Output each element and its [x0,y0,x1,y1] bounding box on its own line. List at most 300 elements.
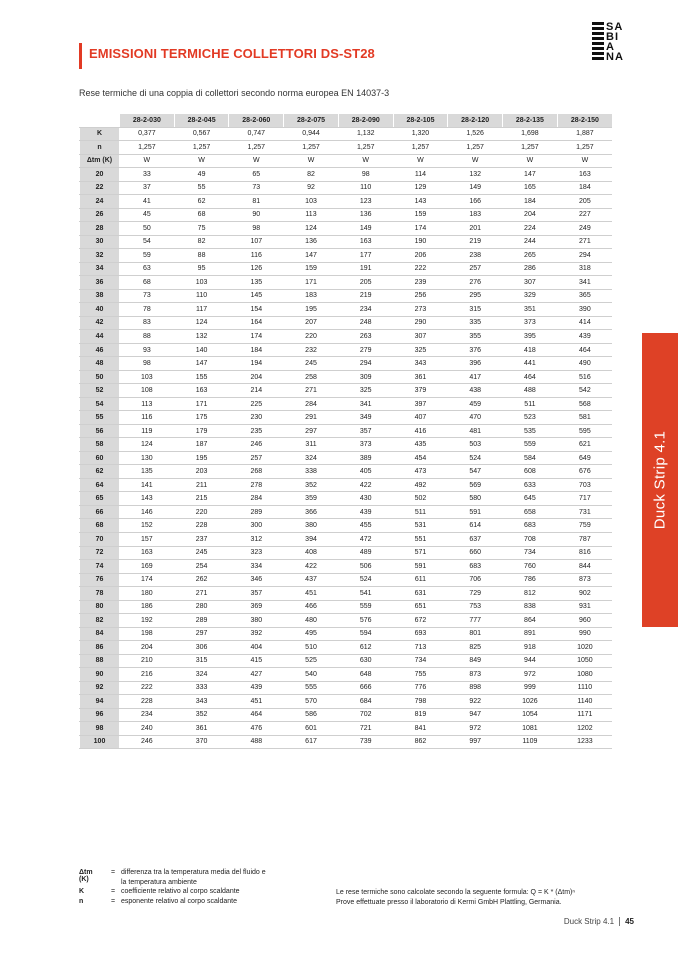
table-cell: 595 [557,424,612,438]
table-cell: 249 [557,222,612,236]
table-cell: 309 [338,370,393,384]
table-cell: 171 [174,397,229,411]
table-cell: 476 [229,722,284,736]
table-cell: 186 [120,600,175,614]
table-body [80,127,613,749]
table-cell: 62 [174,195,229,209]
table-cell: 416 [393,424,448,438]
table-cell: 464 [229,708,284,722]
table-cell: 902 [557,587,612,601]
table-cell: 1,887 [557,127,612,141]
table-cell: 126 [229,262,284,276]
table-cell: 455 [338,519,393,533]
table-cell: 0,944 [284,127,339,141]
row-header: 90 [80,668,120,682]
column-header: 28-2-075 [284,114,339,127]
table-cell: 849 [448,654,503,668]
table-cell: 390 [557,303,612,317]
table-cell: 407 [393,411,448,425]
table-row [80,181,613,195]
column-header: 28-2-135 [503,114,558,127]
column-header: 28-2-120 [448,114,503,127]
table-cell: 569 [448,478,503,492]
table-cell: 214 [229,384,284,398]
table-cell: W [120,154,175,168]
table-cell: 234 [338,303,393,317]
table-cell: 192 [120,614,175,628]
row-header: 86 [80,641,120,655]
row-header: 34 [80,262,120,276]
table-cell: 268 [229,465,284,479]
table-cell: 220 [284,330,339,344]
table-cell: 98 [120,357,175,371]
table-cell: 351 [503,303,558,317]
table-cell: 73 [120,289,175,303]
table-cell: 841 [393,722,448,736]
table-cell: 324 [174,668,229,682]
table-cell: 370 [174,735,229,749]
table-cell: 284 [284,397,339,411]
table-cell: 246 [120,735,175,749]
table-cell: 825 [448,641,503,655]
table-cell: 404 [229,641,284,655]
table-cell: 132 [174,330,229,344]
table-row [80,465,613,479]
table-cell: 334 [229,560,284,574]
table-cell: 495 [284,627,339,641]
table-cell: 489 [338,546,393,560]
table-cell: 297 [284,424,339,438]
table-cell: 179 [174,424,229,438]
table-row [80,492,613,506]
table-cell: 580 [448,492,503,506]
table-cell: 341 [338,397,393,411]
table-cell: 291 [284,411,339,425]
table-cell: 1171 [557,708,612,722]
row-header: 52 [80,384,120,398]
table-cell: 759 [557,519,612,533]
table-cell: 210 [120,654,175,668]
table-cell: 1,257 [503,141,558,155]
formula-notes [336,888,575,907]
table-cell: 349 [338,411,393,425]
table-row [80,519,613,533]
table-cell: 37 [120,181,175,195]
table-cell: 503 [448,438,503,452]
table-cell: 228 [120,695,175,709]
table-cell: 464 [503,370,558,384]
table-cell: 140 [174,343,229,357]
table-cell: 392 [229,627,284,641]
table-cell: 570 [284,695,339,709]
table-cell: 873 [557,573,612,587]
table-cell: W [284,154,339,168]
column-header: 28-2-150 [557,114,612,127]
table-cell: 999 [503,681,558,695]
table-cell: 130 [120,451,175,465]
table-cell: 511 [503,397,558,411]
row-header: 70 [80,532,120,546]
row-header: 65 [80,492,120,506]
table-cell: 300 [229,519,284,533]
table-cell: 222 [120,681,175,695]
table-cell: 594 [338,627,393,641]
row-header: 58 [80,438,120,452]
legend-key: n [79,897,84,905]
table-cell: 438 [448,384,503,398]
table-cell: 1020 [557,641,612,655]
table-cell: 280 [174,600,229,614]
table-row [80,681,613,695]
table-cell: 586 [284,708,339,722]
table-cell: 369 [229,600,284,614]
table-cell: 1233 [557,735,612,749]
table-cell: 113 [284,208,339,222]
table-cell: 524 [338,573,393,587]
table-cell: 812 [503,587,558,601]
footer-divider [619,917,620,926]
row-header: 20 [80,168,120,182]
table-row [80,343,613,357]
table-cell: 1050 [557,654,612,668]
row-header: 44 [80,330,120,344]
table-cell: 1,257 [557,141,612,155]
table-cell: 124 [120,438,175,452]
table-cell: 637 [448,532,503,546]
table-cell: 571 [393,546,448,560]
table-cell: 693 [393,627,448,641]
logo-mark-icon [592,22,604,62]
table-row [80,708,613,722]
table-cell: 163 [557,168,612,182]
table-cell: 559 [338,600,393,614]
legend-description: la temperatura ambiente [121,878,197,886]
table-cell: 237 [174,532,229,546]
row-header: 54 [80,397,120,411]
table-cell: 708 [503,532,558,546]
table-cell: 357 [229,587,284,601]
table-cell: 1,257 [174,141,229,155]
meta-row [80,141,613,155]
side-tab [642,333,678,627]
table-cell: 516 [557,370,612,384]
column-header: 28-2-090 [338,114,393,127]
table-cell: 551 [393,532,448,546]
row-header: 64 [80,478,120,492]
table-cell: 1,257 [229,141,284,155]
table-cell: 116 [120,411,175,425]
row-header: 24 [80,195,120,209]
table-cell: 801 [448,627,503,641]
table-row [80,384,613,398]
table-cell: 338 [284,465,339,479]
table-cell: 219 [338,289,393,303]
table-cell: 755 [393,668,448,682]
table-cell: 361 [174,722,229,736]
row-header: 60 [80,451,120,465]
table-cell: 864 [503,614,558,628]
table-cell: 1026 [503,695,558,709]
table-cell: 149 [338,222,393,236]
table-cell: 88 [120,330,175,344]
meta-row [80,154,613,168]
table-cell: 315 [174,654,229,668]
row-header: 88 [80,654,120,668]
legend-key: K [79,888,85,895]
legend-equals: = [111,888,116,895]
table-cell: 33 [120,168,175,182]
row-header: 30 [80,235,120,249]
table-cell: 648 [338,668,393,682]
row-header: 56 [80,424,120,438]
table-cell: 380 [229,614,284,628]
table-cell: 776 [393,681,448,695]
table-cell: 576 [338,614,393,628]
table-cell: 542 [557,384,612,398]
table-cell: 376 [448,343,503,357]
table-cell: 676 [557,465,612,479]
table-cell: 238 [448,249,503,263]
table-cell: 470 [448,411,503,425]
table-row [80,195,613,209]
footer-section: Duck Strip 4.1 [563,917,615,926]
table-cell: 333 [174,681,229,695]
table-cell: 263 [338,330,393,344]
table-row [80,208,613,222]
row-header: 46 [80,343,120,357]
row-header: 76 [80,573,120,587]
table-row [80,222,613,236]
title-accent-bar [79,43,82,69]
table-row [80,695,613,709]
table-cell: 136 [338,208,393,222]
table-cell: 535 [503,424,558,438]
table-row [80,478,613,492]
table-cell: W [448,154,503,168]
table-cell: 68 [120,276,175,290]
table-cell: 651 [393,600,448,614]
table-cell: 171 [284,276,339,290]
table-cell: 312 [229,532,284,546]
table-cell: 110 [338,181,393,195]
thermal-output-table [79,114,612,749]
column-header: 28-2-045 [174,114,229,127]
table-cell: 256 [393,289,448,303]
logo-letters: SA BI A NA [606,21,624,63]
table-cell: 184 [557,181,612,195]
table-cell: 103 [120,370,175,384]
table-cell: W [393,154,448,168]
table-cell: 216 [120,668,175,682]
table-cell: 220 [174,505,229,519]
table-cell: 798 [393,695,448,709]
table-cell: 459 [448,397,503,411]
table-cell: 359 [284,492,339,506]
table-cell: 944 [503,654,558,668]
table-cell: 838 [503,600,558,614]
table-cell: 147 [284,249,339,263]
table-cell: 184 [229,343,284,357]
table-cell: 163 [120,546,175,560]
table-row [80,546,613,560]
row-header: 32 [80,249,120,263]
table-cell: 232 [284,343,339,357]
table-cell: 1140 [557,695,612,709]
table-cell: 191 [338,262,393,276]
table-cell: 591 [393,560,448,574]
table-cell: 203 [174,465,229,479]
table-cell: 559 [503,438,558,452]
table-corner [80,114,120,127]
table-cell: 169 [120,560,175,574]
table-cell: 135 [229,276,284,290]
table-cell: 617 [284,735,339,749]
table-cell: 219 [448,235,503,249]
table-cell: 163 [174,384,229,398]
table-cell: 195 [284,303,339,317]
table-row [80,397,613,411]
table-cell: 117 [174,303,229,317]
table-row [80,627,613,641]
table-cell: 555 [284,681,339,695]
row-header: 42 [80,316,120,330]
table-cell: 568 [557,397,612,411]
table-cell: 0,747 [229,127,284,141]
table-cell: 511 [393,505,448,519]
table-cell: 611 [393,573,448,587]
table-cell: 254 [174,560,229,574]
table-cell: 124 [174,316,229,330]
table-cell: 405 [338,465,393,479]
table-cell: 165 [503,181,558,195]
table-cell: 397 [393,397,448,411]
table-cell: 166 [448,195,503,209]
table-row [80,411,613,425]
table-cell: 1110 [557,681,612,695]
row-header: 66 [80,505,120,519]
table-cell: 154 [229,303,284,317]
lab-note: Prove effettuate presso il laboratorio di Kermi GmbH Plattling, Germania. [336,898,562,906]
page-footer [564,917,634,926]
table-cell: 819 [393,708,448,722]
table-cell: 422 [338,478,393,492]
table-cell: 164 [229,316,284,330]
table-cell: W [229,154,284,168]
table-cell: 931 [557,600,612,614]
row-header: 84 [80,627,120,641]
table-row [80,262,613,276]
table-cell: 739 [338,735,393,749]
table-cell: 306 [174,641,229,655]
table-cell: 394 [284,532,339,546]
table-cell: 355 [448,330,503,344]
table-cell: 136 [284,235,339,249]
table-cell: W [174,154,229,168]
table-cell: 246 [229,438,284,452]
table-row [80,587,613,601]
table-cell: 734 [393,654,448,668]
table-row [80,424,613,438]
table-cell: 271 [284,384,339,398]
table-cell: 123 [338,195,393,209]
table-cell: 396 [448,357,503,371]
table-cell: 204 [503,208,558,222]
table-cell: 502 [393,492,448,506]
table-cell: 194 [229,357,284,371]
table-cell: 177 [338,249,393,263]
table-cell: 490 [557,357,612,371]
table-cell: 227 [557,208,612,222]
table-cell: 666 [338,681,393,695]
table-cell: 155 [174,370,229,384]
table-cell: 373 [503,316,558,330]
table-cell: 82 [174,235,229,249]
table-cell: 83 [120,316,175,330]
table-cell: 65 [229,168,284,182]
table-cell: 422 [284,560,339,574]
table-cell: 601 [284,722,339,736]
table-cell: 329 [503,289,558,303]
table-cell: 753 [448,600,503,614]
table-cell: 873 [448,668,503,682]
table-cell: 379 [393,384,448,398]
table-row [80,235,613,249]
table-cell: 152 [120,519,175,533]
table-cell: 278 [229,478,284,492]
table-cell: 294 [557,249,612,263]
sabiana-logo [592,22,634,62]
table-cell: 734 [503,546,558,560]
table-row [80,573,613,587]
table-cell: 324 [284,451,339,465]
table-cell: 54 [120,235,175,249]
table-cell: 311 [284,438,339,452]
meta-row [80,127,613,141]
table-cell: 612 [338,641,393,655]
table-cell: 201 [448,222,503,236]
table-cell: 271 [557,235,612,249]
table-cell: 325 [393,343,448,357]
table-cell: 488 [229,735,284,749]
table-cell: 190 [393,235,448,249]
table-cell: W [503,154,558,168]
row-header: 78 [80,587,120,601]
table-cell: 581 [557,411,612,425]
table-cell: 361 [393,370,448,384]
table-cell: 284 [229,492,284,506]
table-cell: 257 [448,262,503,276]
table-cell: 918 [503,641,558,655]
row-header: 22 [80,181,120,195]
row-header: 92 [80,681,120,695]
table-cell: 395 [503,330,558,344]
table-cell: 480 [284,614,339,628]
page-title: EMISSIONI TERMICHE COLLETTORI DS-ST28 [89,46,375,61]
table-cell: 183 [284,289,339,303]
table-cell: 228 [174,519,229,533]
row-header: 72 [80,546,120,560]
table-cell: 1,257 [284,141,339,155]
table-cell: 717 [557,492,612,506]
table-cell: 439 [557,330,612,344]
table-row [80,735,613,749]
table-cell: 525 [284,654,339,668]
table-cell: 132 [448,168,503,182]
table-cell: 174 [120,573,175,587]
row-header: 100 [80,735,120,749]
table-cell: 439 [229,681,284,695]
table-cell: 608 [503,465,558,479]
